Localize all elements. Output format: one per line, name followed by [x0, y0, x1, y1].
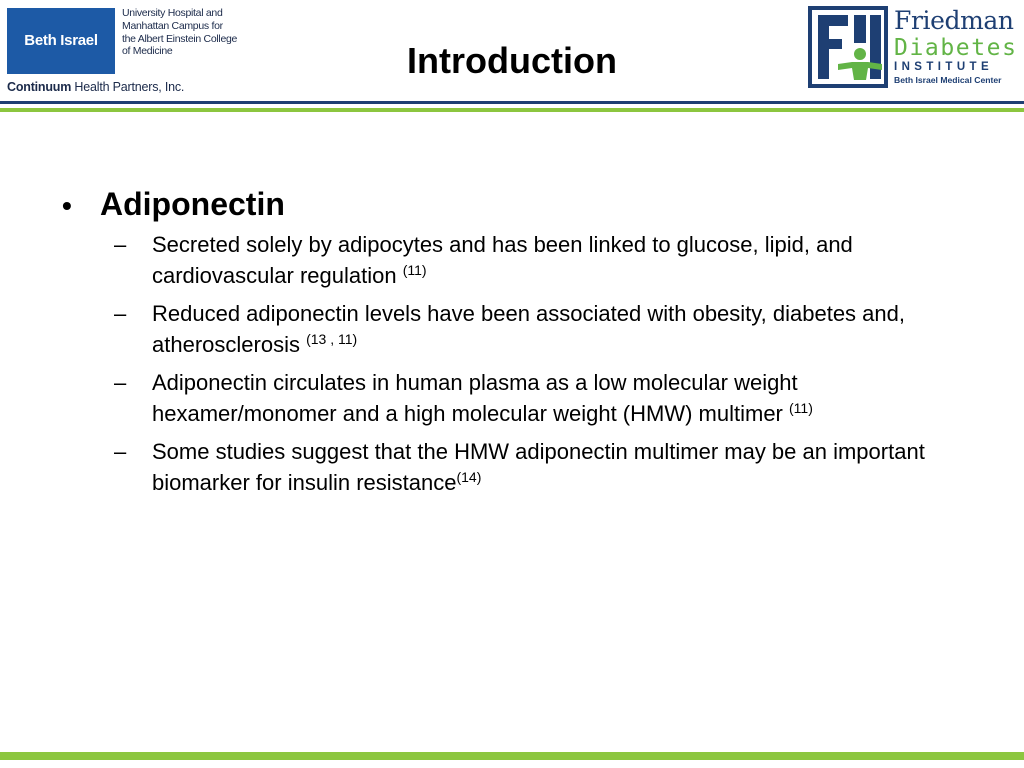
slide-header	[0, 0, 1024, 100]
dash-icon: –	[114, 370, 127, 395]
beth-israel-line: Manhattan Campus for	[122, 19, 223, 32]
footer-divider-green	[0, 752, 1024, 760]
bullet-icon: •	[62, 190, 72, 221]
citation-ref: (11)	[789, 400, 813, 416]
sub-bullet-body: Adiponectin circulates in human plasma as a low molecular weight hexamer/monomer and a high molecular weight (HMW) multimer	[152, 370, 798, 426]
citation-ref: (14)	[456, 469, 482, 485]
bullet-item	[62, 186, 982, 223]
fdi-wordmark	[894, 6, 1024, 86]
fdi-emblem-icon	[808, 6, 888, 88]
sub-bullet-item	[62, 367, 982, 429]
sub-bullet-item	[62, 436, 982, 498]
header-divider-navy	[0, 101, 1024, 104]
citation-ref: (11)	[402, 262, 427, 278]
dash-icon: –	[114, 439, 127, 464]
beth-israel-line: University Hospital and	[122, 7, 223, 19]
beth-israel-brand: Beth Israel	[7, 8, 115, 74]
sub-bullet-item	[62, 298, 982, 360]
sub-bullet-item	[62, 229, 982, 291]
sub-bullet-text	[152, 436, 982, 498]
beth-israel-line: of Medicine	[122, 45, 173, 58]
sub-bullet-text	[152, 229, 982, 291]
sub-bullet-text	[152, 367, 982, 429]
bullet-heading: Adiponectin	[100, 186, 285, 222]
dash-icon: –	[114, 232, 127, 257]
fdi-line-center: Beth Israel Medical Center	[894, 75, 1002, 85]
fdi-line-friedman: Friedman	[894, 6, 1014, 35]
continuum-label	[7, 80, 184, 94]
sub-bullet-list	[62, 229, 982, 498]
sub-bullet-body: Reduced adiponectin levels have been associated with obesity, diabetes and, atherosclerosis	[152, 301, 905, 357]
beth-israel-logo	[0, 0, 240, 100]
sub-bullet-body: Some studies suggest that the HMW adiponectin multimer may be an important biomarker for insulin resistance	[152, 439, 925, 495]
dash-icon: –	[114, 301, 127, 326]
fdi-line-diabetes: Diabetes	[894, 35, 1018, 61]
beth-israel-description	[122, 7, 242, 58]
fdi-line-institute: INSTITUTE	[894, 61, 994, 73]
header-divider-green	[0, 108, 1024, 112]
citation-ref: (13 , 11)	[306, 331, 358, 347]
sub-bullet-text	[152, 298, 982, 360]
continuum-rest: Health Partners, Inc.	[71, 80, 185, 94]
slide-title: Introduction	[407, 40, 617, 81]
slide-content	[62, 186, 982, 505]
beth-israel-line: the Albert Einstein College	[122, 32, 238, 45]
continuum-bold: Continuum	[7, 80, 72, 94]
friedman-diabetes-institute-logo	[806, 6, 1024, 92]
sub-bullet-body: Secreted solely by adipocytes and has been linked to glucose, lipid, and cardiovascular regulation	[152, 232, 853, 288]
